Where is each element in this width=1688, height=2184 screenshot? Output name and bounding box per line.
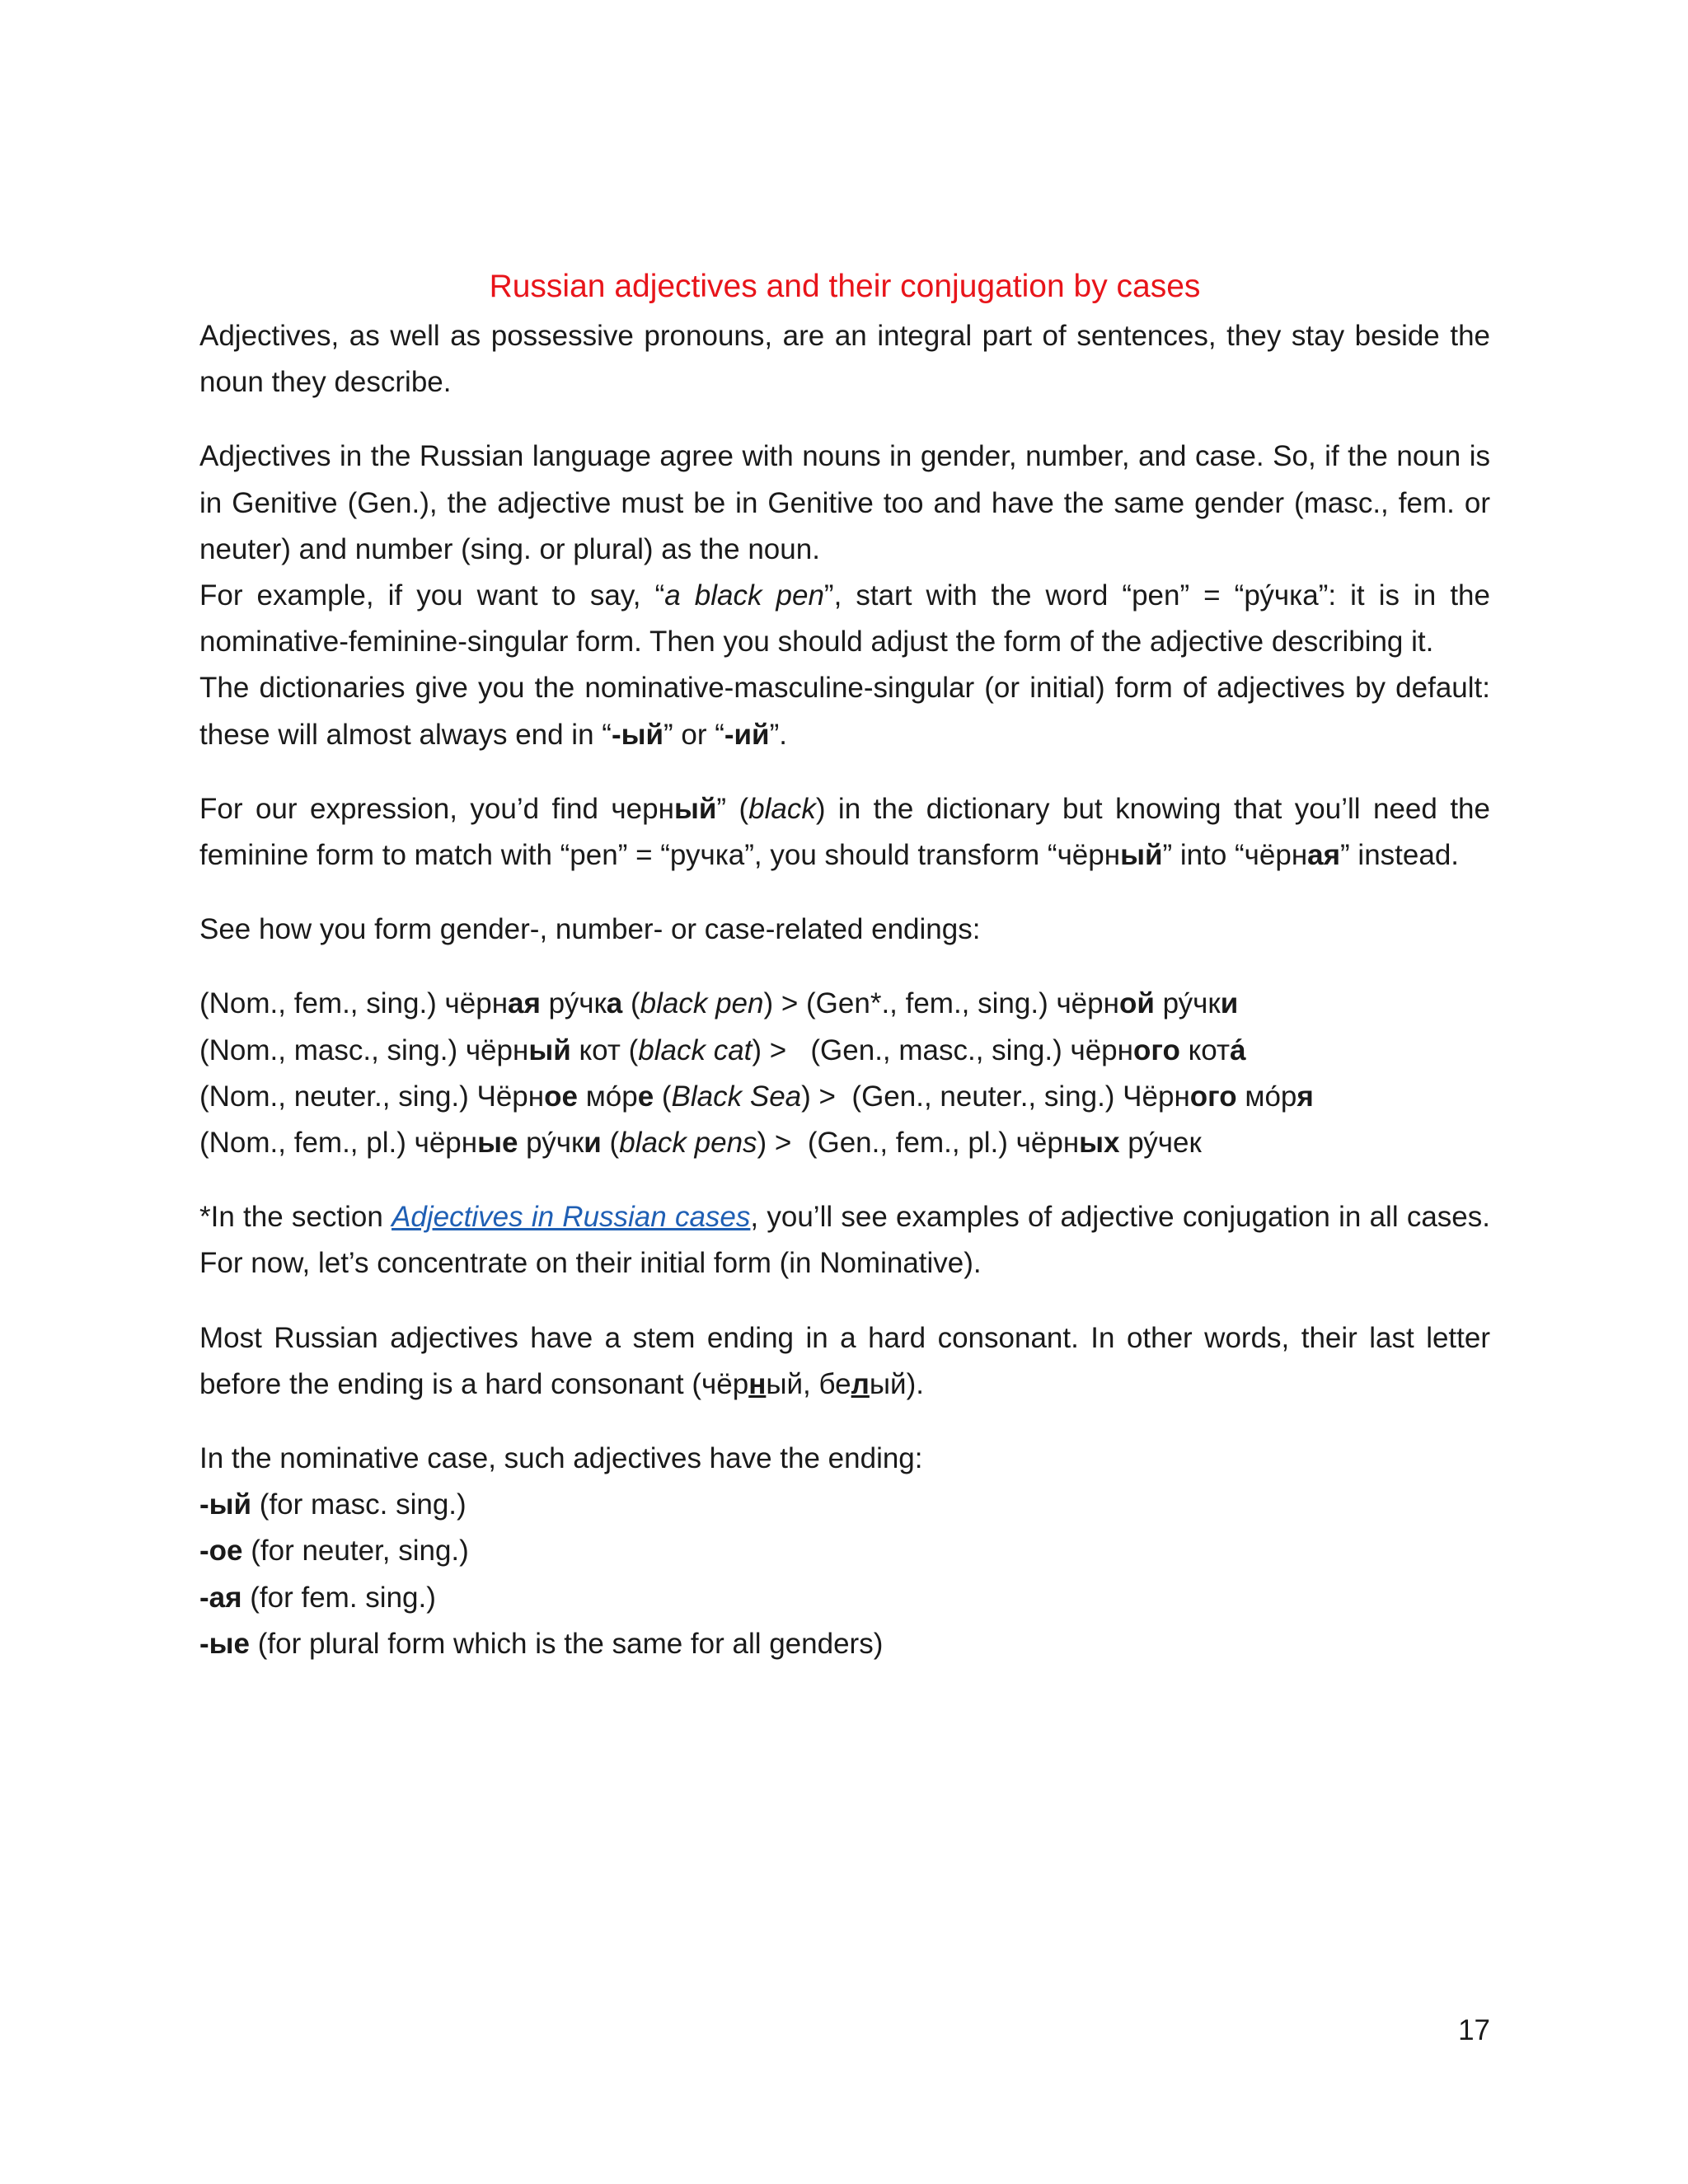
page-title: Russian adjectives and their conjugation by cases xyxy=(489,269,1201,304)
ending-item: -ое (for neuter, sing.) xyxy=(199,1535,469,1568)
spacer xyxy=(199,879,1490,907)
spacer xyxy=(199,1408,1490,1436)
spacer xyxy=(199,953,1490,981)
example-row: (Nom., fem., pl.) чёрные ру́чки (black pens) > (Gen., fem., pl.) чёрных ру́чек xyxy=(199,1127,1202,1160)
ending-item: -ые (for plural form which is the same for all genders) xyxy=(199,1627,884,1660)
paragraph-dictionary: The dictionaries give you the nominative-masculine-singular (or initial) form of adjectives by default: these will almost always end in “-ый” or “-ий”. xyxy=(199,672,1490,751)
paragraph-section-note: *In the section Adjectives in Russian cases, you’ll see examples of adjective conjugation in all cases. For now, let’s concentrate on their initial form (in Nominative). xyxy=(199,1201,1490,1280)
adjectives-cases-link[interactable]: Adjectives in Russian cases xyxy=(392,1201,751,1234)
paragraph-intro: Adjectives, as well as possessive pronouns, are an integral part of sentences, they stay beside the noun they describe. xyxy=(199,320,1490,399)
page-number: 17 xyxy=(1458,2014,1490,2046)
paragraph-see-how: See how you form gender-, number- or case-related endings: xyxy=(199,913,981,946)
paragraph-nominative-intro: In the nominative case, such adjectives have the ending: xyxy=(199,1442,923,1475)
paragraph-expression: For our expression, you’d find черный” (black) in the dictionary but knowing that you’ll need the feminine form to match with “pen” = “ручка”, you should transform “чёрный” into “чёрная” instead. xyxy=(199,792,1490,872)
spacer xyxy=(199,1166,1490,1194)
document-page xyxy=(199,264,1490,1667)
example-row: (Nom., fem., sing.) чёрная ру́чка (black pen) > (Gen*., fem., sing.) чёрной ру́чки xyxy=(199,987,1239,1020)
paragraph-agreement: Adjectives in the Russian language agree with nouns in gender, number, and case. So, if the noun is in Genitive (Gen.), the adjective must be in Genitive too and have the same gender (masc., fem. or neuter) and number (sing. or plural) as the noun. xyxy=(199,440,1490,565)
example-row: (Nom., masc., sing.) чёрный кот (black cat) > (Gen., masc., sing.) чёрного кота́ xyxy=(199,1033,1246,1066)
paragraph-hard-consonant: Most Russian adjectives have a stem ending in a hard consonant. In other words, their last letter before the ending is a hard consonant (чёрный, белый). xyxy=(199,1321,1490,1400)
ending-item: -ый (for masc. sing.) xyxy=(199,1488,467,1521)
ending-item: -ая (for fem. sing.) xyxy=(199,1581,436,1614)
spacer xyxy=(199,405,1490,434)
example-row: (Nom., neuter., sing.) Чёрное мо́ре (Black Sea) > (Gen., neuter., sing.) Чёрного мо́ря xyxy=(199,1080,1314,1113)
paragraph-example: For example, if you want to say, “a black pen”, start with the word “pen” = “ру́чка”: it is in the nominative-feminine-singular form. Then you should adjust the form of the adjective describing it. xyxy=(199,579,1490,658)
spacer xyxy=(199,758,1490,786)
spacer xyxy=(199,1287,1490,1315)
